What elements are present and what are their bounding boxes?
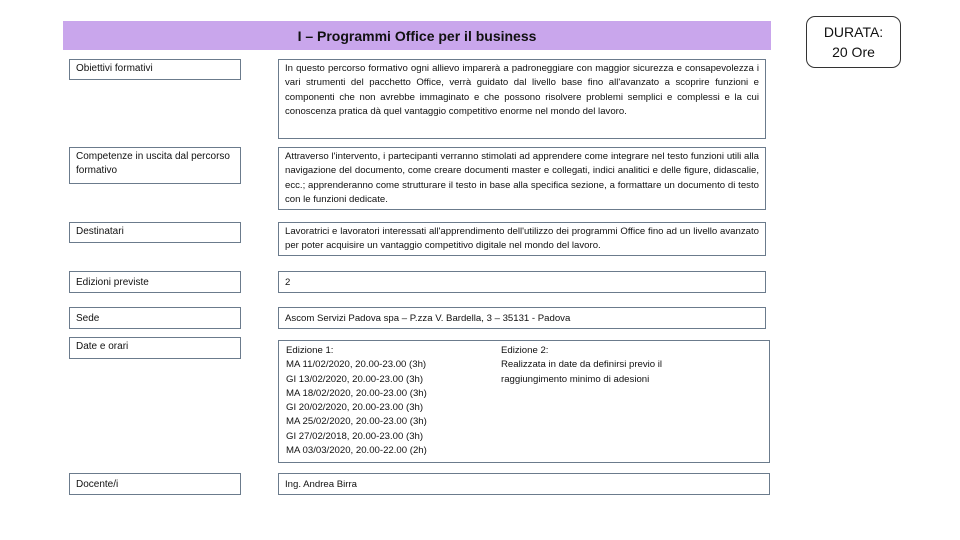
label-sede: Sede [69, 307, 241, 329]
date-line: MA 25/02/2020, 20.00-23.00 (3h) [286, 416, 427, 428]
date-line: MA 03/03/2020, 20.00-22.00 (2h) [286, 445, 427, 457]
edizione-1-title: Edizione 1: [286, 345, 334, 356]
label-edizioni: Edizioni previste [69, 271, 241, 293]
edizione-2-line: raggiungimento minimo di adesioni [501, 373, 650, 385]
label-destinatari: Destinatari [69, 222, 241, 243]
label-date: Date e orari [69, 337, 241, 359]
date-line: GI 13/02/2020, 20.00-23.00 (3h) [286, 373, 424, 385]
dates-box [278, 340, 770, 463]
course-title: I – Programmi Office per il business [297, 27, 537, 44]
edizione-2 [501, 344, 731, 387]
label-obiettivi: Obiettivi formativi [69, 59, 241, 80]
duration-label: DURATA: [823, 24, 884, 40]
date-line: MA 18/02/2020, 20.00-23.00 (3h) [286, 387, 427, 399]
edizione-2-title: Edizione 2: [501, 345, 549, 356]
label-competenze: Competenze in uscita dal percorso formativo [69, 147, 241, 184]
value-competenze: Attraverso l'intervento, i partecipanti verranno stimolati ad apprendere come integrare nel testo funzioni utili alla navigazione del documento, come creare documenti master e collegati, indici analitici e delle figure, didascalie, ecc.; apprenderanno come strutturare il testo in base alla specifica sezione, a formattare un documento di testo con le funzioni dedicate. [278, 147, 766, 210]
value-docente: Ing. Andrea Birra [278, 473, 770, 495]
duration-box [806, 16, 901, 68]
date-line: GI 20/02/2020, 20.00-23.00 (3h) [286, 402, 424, 414]
value-edizioni: 2 [278, 271, 766, 293]
label-docente: Docente/i [69, 473, 241, 495]
value-destinatari: Lavoratrici e lavoratori interessati all'apprendimento dell'utilizzo dei programmi Office fino ad un livello avanzato per poter acquisire un vantaggio competitivo digitale nel mondo del lavoro. [278, 222, 766, 256]
value-obiettivi: In questo percorso formativo ogni allievo imparerà a padroneggiare con maggior sicurezza e consapevolezza i vari strumenti del pacchetto Office, verrà guidato dal livello base fino all'avanzato a scoprire funzioni e componenti che non avrebbe immaginato e che possono risolvere problemi semplici e complessi e la cui conoscenza pratica dà quel vantaggio competitivo enorme nel mondo del lavoro. [278, 59, 766, 139]
course-title-bar [63, 21, 771, 50]
date-line: MA 11/02/2020, 20.00-23.00 (3h) [286, 359, 427, 371]
date-line: GI 27/02/2018, 20.00-23.00 (3h) [286, 430, 424, 442]
edizione-2-line: Realizzata in date da definirsi previo il [501, 359, 663, 371]
duration-value: 20 Ore [832, 44, 875, 60]
edizione-1 [286, 344, 486, 458]
value-sede: Ascom Servizi Padova spa – P.zza V. Bardella, 3 – 35131 - Padova [278, 307, 766, 329]
